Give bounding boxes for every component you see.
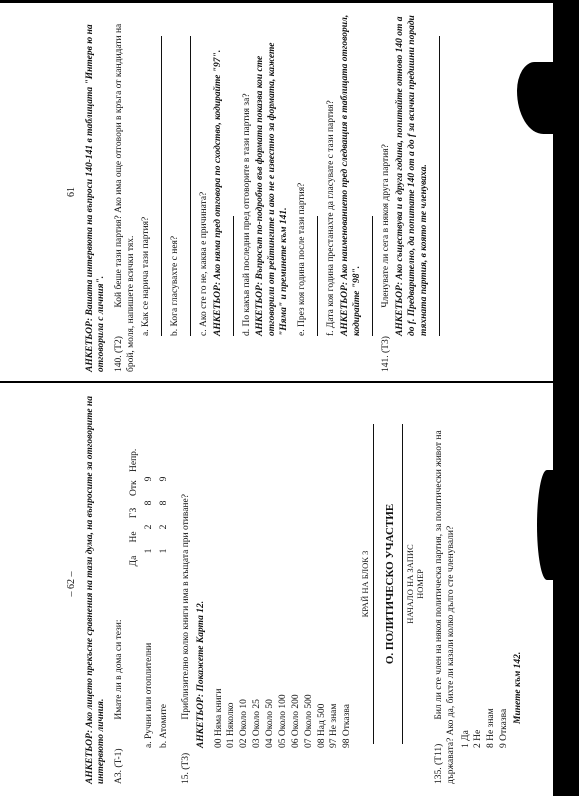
option[interactable]: 08 Над 500	[316, 703, 327, 748]
option[interactable]: 04 Около 50	[265, 699, 275, 748]
question-text: Имате ли в дома си тези:	[114, 619, 125, 720]
item-b-row	[159, 384, 171, 748]
question-number: 141. (T3)	[380, 336, 391, 372]
answer-line[interactable]	[233, 216, 234, 336]
option[interactable]: 05 Около 100	[277, 694, 288, 748]
option[interactable]: 03 Около 25	[252, 699, 263, 748]
page-number: 61	[66, 187, 77, 197]
answer-line[interactable]	[372, 216, 373, 336]
question-text: Приблизително колко книги има в къщата при отиване?	[180, 494, 191, 720]
question-text: Бил ли сте член на някоя политическа партия, за политически живот на държавата? Ако да, бихте ли казали колко дълго сте членували?	[433, 430, 456, 784]
sub-question-d: d. По какъв пай последни пред отговорите в тази партия за?	[241, 93, 252, 336]
question-text: Кой беше тази партия? Ако има още отговори в кръга от кандидати на брой, моля, напишете всички тях.	[114, 23, 137, 372]
question-141	[381, 12, 393, 372]
question-number: 15. (T3)	[180, 752, 191, 784]
page-fold-line	[0, 381, 553, 383]
answer-line[interactable]	[161, 36, 162, 336]
page-62	[66, 384, 536, 784]
answer-line[interactable]	[190, 36, 191, 336]
interviewer-instruction: АНКЕТЬОР: Ако лицето прекъсне сравнения на тази дума, на въпросите за отговорите на интервюто личния.	[84, 396, 107, 784]
answer-yes[interactable]: 1 Да	[460, 730, 471, 748]
scan-artifact	[537, 470, 557, 580]
sub-question-b: b. Кога гласувахте с нея?	[169, 235, 180, 336]
code[interactable]: 2	[144, 524, 154, 530]
section-title: О. ПОЛИТИЧЕСКО УЧАСТИЕ	[383, 503, 396, 665]
question-t1	[114, 384, 126, 784]
skip-instruction: Минете към 142.	[513, 651, 523, 724]
question-140	[114, 12, 138, 372]
col-dk: ГЗ	[129, 507, 140, 519]
item-label: a. Ручни или отоплителни	[144, 642, 154, 748]
option[interactable]: 98 Отказва	[342, 704, 353, 748]
code[interactable]: 1	[144, 548, 154, 554]
interviewer-note: АНКЕТЬОР: Ако няма пред отговора по сходство, кодирайте "97".	[212, 49, 223, 336]
code[interactable]: 2	[158, 524, 169, 530]
page-number: – 62 –	[66, 571, 77, 597]
interviewer-instruction: АНКЕТЬОР: Ако съществува и в друга година, попитайте отново 140 от а до f. Предварително, да попитате 140 от а до f за всички предишни поради тяхната партия, в която те членуваха.	[395, 15, 430, 336]
code[interactable]: 1	[158, 548, 169, 554]
section-number: НОМЕР	[415, 569, 426, 599]
col-no: Не	[129, 531, 140, 543]
sub-question-f: f. Дата коя година престанахте да гласувате с тази партия?	[325, 100, 336, 336]
question-t11	[434, 384, 458, 784]
col-refused: Отк	[129, 480, 140, 496]
col-yes: Да	[129, 555, 140, 567]
option[interactable]: 06 Около 200	[290, 694, 301, 748]
book-options-list	[214, 384, 355, 784]
answer-refused[interactable]: 9 Отказва	[499, 708, 510, 748]
scan-edge-top	[0, 0, 579, 3]
code[interactable]: 8	[158, 500, 169, 506]
item-label: b. Атомите	[158, 704, 169, 748]
divider	[402, 424, 403, 744]
option[interactable]: 00 Няма книги	[213, 688, 224, 748]
item-a-row	[144, 384, 156, 748]
column-headers	[129, 384, 141, 568]
divider	[373, 424, 374, 744]
question-number: 140. (T2)	[114, 336, 125, 372]
sub-question-c: с. Ако сте го не, каква е причината?	[198, 191, 209, 336]
answer-line[interactable]	[317, 216, 318, 336]
answer-line[interactable]	[439, 36, 440, 336]
interviewer-note: АНКЕТЬОР: Ако наименованието пред следващия в таблицата отговорил, кодирайте "98".	[339, 14, 362, 336]
end-of-block: КРАЙ НА БЛОК 3	[360, 550, 371, 618]
question-t3	[181, 384, 193, 784]
code[interactable]: 9	[158, 476, 169, 482]
answer-no[interactable]: 2 Не	[473, 729, 484, 748]
question-number: 135. (T11)	[433, 743, 444, 784]
sub-question-a: а. Как се нарича тази партия?	[141, 216, 151, 336]
option[interactable]: 97 Не знам	[329, 703, 340, 748]
code[interactable]: 9	[144, 476, 154, 482]
answer-dont-know[interactable]: 8 Не знам	[486, 708, 497, 748]
question-number: A3. (T-1)	[114, 748, 125, 784]
interviewer-note: АНКЕТЬОР: Покажете Карта 12.	[195, 600, 206, 748]
option[interactable]: 07 Около 500	[303, 694, 314, 748]
option[interactable]: 02 Около 10	[239, 699, 250, 748]
code[interactable]: 8	[144, 500, 154, 506]
page-61	[66, 12, 536, 372]
interviewer-instruction: АНКЕТЬОР: Вашата интервюта на въпроси 140-141 в таблицата "Интерв ю на отговорила с личния".	[84, 24, 107, 372]
section-start: НАЧАЛО НА ЗАПИС	[404, 544, 415, 624]
sub-question-e: е. През коя година после тази партия?	[297, 182, 307, 336]
col-na: Непр.	[129, 448, 140, 472]
question-text: Членувате ли сега в някоя друга партия?	[380, 144, 391, 308]
option[interactable]: 01 Няколко	[226, 702, 237, 748]
interviewer-instruction: АНКЕТЬОР: Въпросът по-подробно във формата показва кои сте отговорили от рейтингите и ако не е известно за формата, кажете "Няма" и преминете към 141.	[255, 42, 290, 336]
